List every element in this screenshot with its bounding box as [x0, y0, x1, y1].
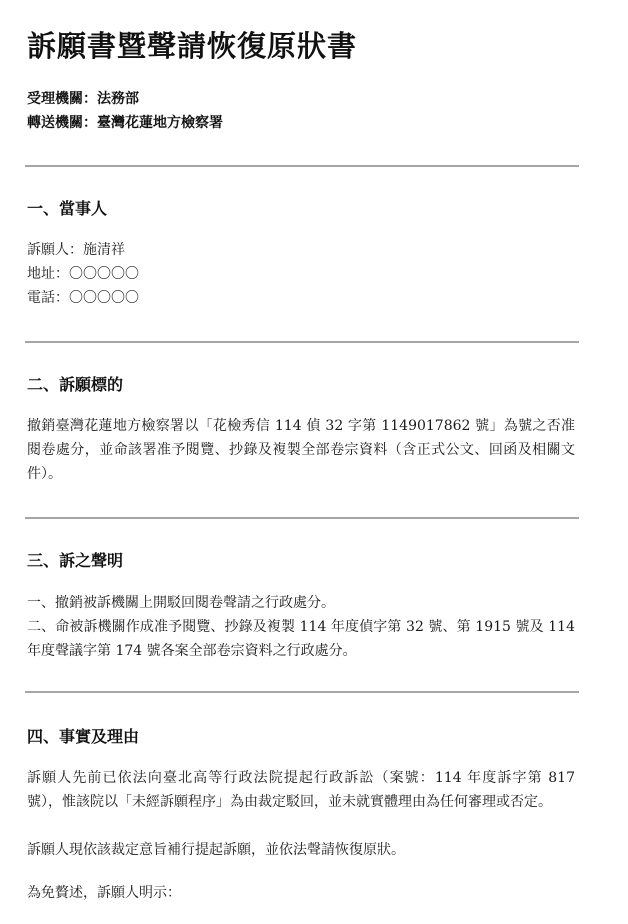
section-heading-facts: 四、事實及理由	[27, 727, 140, 746]
petitioner-name: 訴願人：施清祥	[27, 242, 125, 258]
facts-paragraph-2: 訴願人現依該裁定意旨補行提起訴願，並依法聲請恢復原狀。	[27, 842, 405, 858]
receiving-agency: 受理機關：法務部	[27, 91, 139, 107]
section-heading-subject: 二、訴願標的	[27, 375, 124, 394]
section-divider	[25, 165, 579, 167]
section-divider	[25, 691, 579, 693]
claim-item-1: 一、撤銷被訴機關上開駁回閱卷聲請之行政處分。	[27, 595, 335, 611]
claim-item-2: 二、命被訴機關作成准予閱覽、抄錄及複製 114 年度偵字第 32 號、第 1915 號及 114 年度聲議字第 174 號各案全部卷宗資料之行政處分。	[27, 619, 575, 659]
section-divider	[25, 341, 579, 343]
facts-paragraph-3: 為免贅述，訴願人明示：	[27, 885, 181, 901]
section-heading-parties: 一、當事人	[27, 199, 108, 218]
section-heading-claims: 三、訴之聲明	[27, 551, 124, 570]
facts-paragraph-1: 訴願人先前已依法向臺北高等行政法院提起行政訴訟（案號：114 年度訴字第 817 號），惟該院以「未經訴願程序」為由裁定駁回，並未就實體理由為任何審理或否定。	[27, 770, 575, 810]
forwarding-agency: 轉送機關：臺灣花蓮地方檢察署	[27, 115, 223, 131]
petitioner-address: 地址：〇〇〇〇〇	[27, 266, 139, 282]
subject-paragraph: 撤銷臺灣花蓮地方檢察署以「花檢秀信 114 偵 32 字第 1149017862 號」為號之否准閱卷處分，並命該署准予閱覽、抄錄及複製全部卷宗資料（含正式公文、回函及相關文件）。	[27, 418, 575, 482]
petitioner-phone: 電話：〇〇〇〇〇	[27, 290, 139, 306]
document-title: 訴願書暨聲請恢復原狀書	[27, 29, 358, 63]
section-divider	[25, 517, 579, 519]
